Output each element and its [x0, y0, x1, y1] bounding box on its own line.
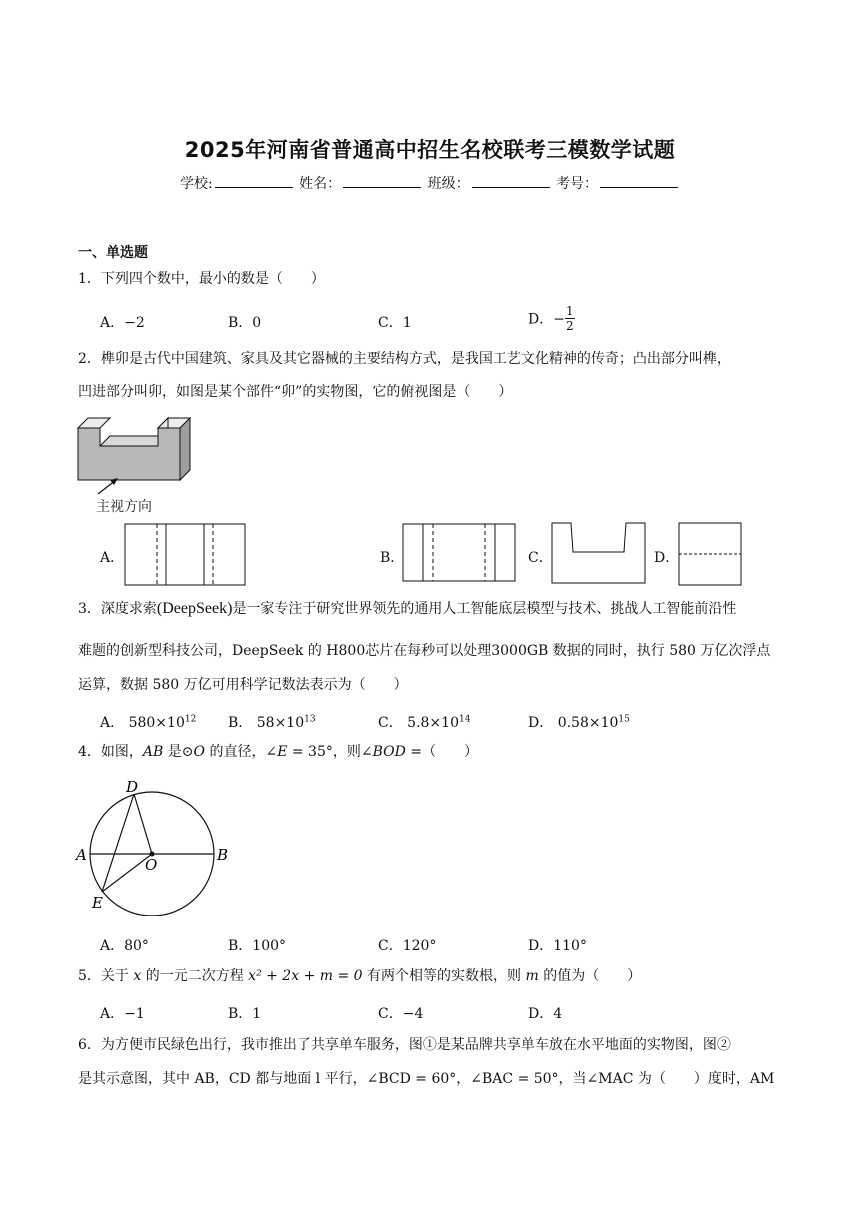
q5-option-a: A．−1 — [100, 1006, 145, 1022]
label-a: A — [76, 846, 87, 864]
q3-line3: 运算，数据 580 万亿可用科学记数法表示为（ ） — [78, 677, 408, 693]
q5-m: m — [525, 968, 539, 984]
q5-stem-d: 的值为（ ） — [538, 968, 642, 984]
option-label: B． — [228, 715, 253, 731]
q4-o: O — [193, 744, 205, 760]
q3-line1 — [78, 602, 736, 616]
q2-option-d-figure — [678, 522, 744, 588]
q4-stem-b: 是⊙ — [163, 744, 194, 760]
label-o: O — [145, 856, 158, 874]
view-direction-label: 主视方向 — [96, 499, 152, 515]
option-exponent: 14 — [458, 714, 471, 725]
q1-option-d — [528, 304, 575, 333]
school-blank — [215, 175, 293, 188]
fraction-numerator: 1 — [565, 304, 574, 318]
option-base: 5.8×10 — [407, 715, 459, 731]
q5-equation: x² + 2x + m = 0 — [248, 968, 363, 984]
q4-stem-d: = 35°，则∠ — [287, 744, 373, 760]
q2-option-b-figure — [402, 523, 518, 587]
q5-stem-b: 的一元二次方程 — [141, 968, 249, 984]
q4-bod: BOD — [372, 744, 406, 760]
segment-de — [102, 794, 134, 892]
q2-option-b: B． — [380, 550, 405, 566]
q4-circle-figure — [74, 774, 240, 916]
q4-option-b: B．100° — [228, 938, 287, 954]
option-exponent: 12 — [184, 714, 197, 725]
q5-stem-c: 有两个相等的实数根，则 — [362, 968, 526, 984]
option-label: A． — [100, 715, 125, 731]
segment-do — [134, 794, 152, 854]
exam-no-blank — [600, 175, 678, 188]
option-exponent: 15 — [618, 714, 630, 725]
q3-line1-a: 3．深度求索 — [78, 601, 157, 617]
q5-option-b: B．1 — [228, 1006, 262, 1022]
q3-line1-c: 是一家专注于研究世界领先的通用人工智能底层模型与技术、挑战人工智能前沿性 — [232, 601, 737, 617]
q6-line1: 6．为方便市民绿色出行，我市推出了共享单车服务，图①是某品牌共享单车放在水平地面的实物图，图② — [78, 1037, 731, 1053]
q4-option-d: D．110° — [528, 938, 587, 954]
section-heading: 一、单选题 — [78, 245, 148, 261]
q1-option-c: C．1 — [378, 315, 412, 331]
q2-option-c-figure — [551, 522, 649, 586]
q3-option-d — [528, 712, 630, 732]
q4-stem-a: 4．如图， — [78, 744, 143, 760]
class-label: 班级： — [427, 176, 470, 192]
q3-option-a — [100, 712, 196, 732]
q4-ab: AB — [142, 744, 164, 760]
name-blank — [343, 175, 421, 188]
option-exponent: 13 — [304, 714, 316, 725]
q5-stem-a: 5．关于 — [78, 968, 134, 984]
q5-option-d: D．4 — [528, 1006, 563, 1022]
q1-option-d-fraction — [565, 304, 575, 333]
q1-option-b: B．0 — [228, 315, 262, 331]
q1-option-d-prefix: D．− — [528, 311, 565, 328]
q2-option-c: C． — [528, 550, 553, 566]
q6-line2: 是其示意图，其中 AB，CD 都与地面 l 平行，∠BCD = 60°，∠BAC = 50°，当∠MAC 为（ ）度时，AM — [78, 1071, 775, 1087]
label-e: E — [92, 894, 103, 912]
q4-stem — [78, 745, 478, 759]
q4-option-a: A．80° — [100, 938, 149, 954]
label-b: B — [217, 846, 229, 864]
q5-x: x — [133, 968, 142, 984]
q3-deepseek: (DeepSeek) — [156, 600, 233, 617]
class-blank — [472, 175, 550, 188]
q5-option-c: C．−4 — [378, 1006, 424, 1022]
exam-no-label: 考号： — [556, 176, 599, 192]
q2-option-a: A． — [100, 550, 125, 566]
option-base: 580×10 — [128, 715, 185, 731]
school-label: 学校: — [179, 176, 213, 192]
q2-line1: 2．榫卯是古代中国建筑、家具及其它器械的主要结构方式，是我国工艺文化精神的传奇；凸出部分叫榫， — [78, 351, 731, 367]
q1-option-a: A．−2 — [100, 315, 145, 331]
q4-stem-c: 的直径，∠ — [205, 744, 278, 760]
q2-option-d: D． — [654, 550, 680, 566]
q5-stem — [78, 969, 641, 983]
q2-option-a-figure — [124, 523, 248, 587]
q3-line2: 难题的创新型科技公司，DeepSeek 的 H800芯片在每秒可以处理3000GB 数据的同时，执行 580 万亿次浮点 — [78, 643, 771, 659]
q4-e: E — [277, 744, 288, 760]
option-label: C． — [378, 715, 403, 731]
label-d: D — [126, 778, 139, 796]
q2-line2: 凹进部分叫卯，如图是某个部件“卯”的实物图，它的俯视图是（ ） — [78, 384, 513, 400]
q1-stem: 1．下列四个数中，最小的数是（ ） — [78, 271, 325, 287]
option-label: D． — [528, 715, 554, 731]
q4-option-c: C．120° — [378, 938, 437, 954]
q4-stem-e: =（ ） — [405, 744, 479, 760]
option-base: 58×10 — [256, 715, 305, 731]
fraction-denominator: 2 — [565, 319, 574, 333]
q3-option-b — [228, 712, 316, 732]
student-info — [0, 173, 860, 193]
q3-option-c — [378, 712, 470, 732]
option-base: 0.58×10 — [557, 715, 619, 731]
page-title: 2025年河南省普通高中招生名校联考三模数学试题 — [184, 138, 676, 162]
name-label: 姓名： — [299, 176, 342, 192]
